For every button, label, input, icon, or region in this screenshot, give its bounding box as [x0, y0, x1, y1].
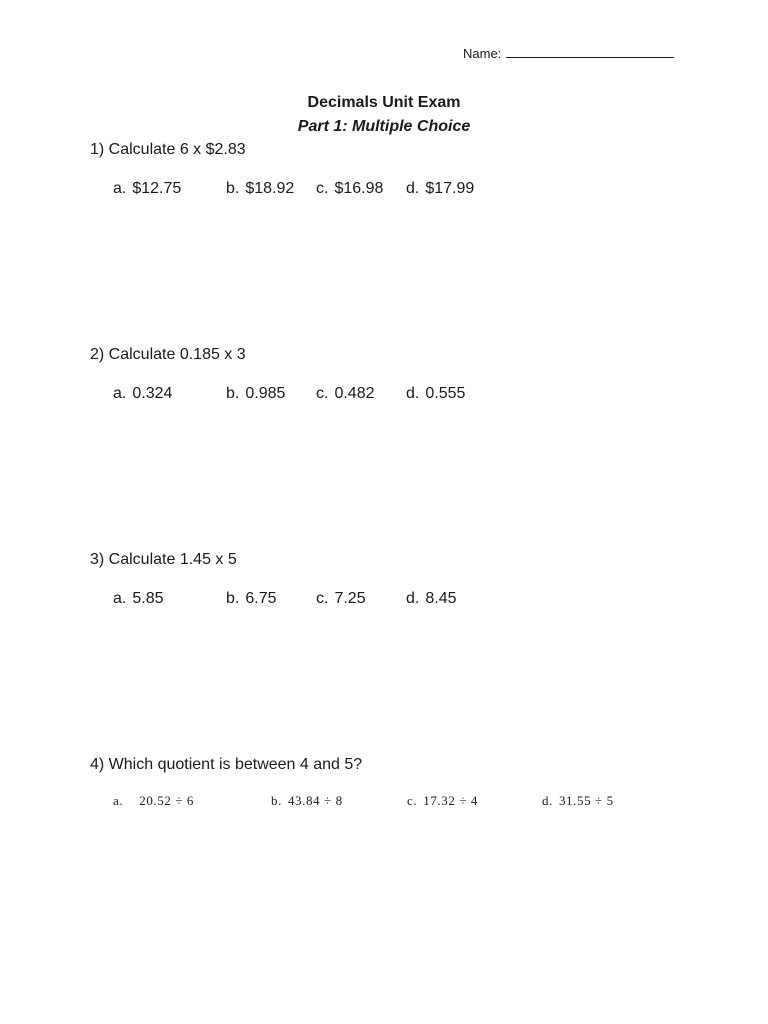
question-1-choices: [0, 180, 768, 202]
question-2-choice-b[interactable]: [226, 385, 285, 403]
choice-letter: a.: [113, 793, 124, 808]
choice-letter: c.: [316, 180, 329, 197]
choice-letter: d.: [406, 385, 420, 402]
choice-letter: b.: [226, 385, 240, 402]
name-field[interactable]: [463, 45, 674, 61]
choice-letter: c.: [316, 590, 329, 607]
choice-value: 0.555: [425, 385, 466, 402]
choice-value: 5.85: [132, 590, 164, 607]
question-1-choice-b[interactable]: [226, 180, 294, 198]
question-1-choice-c[interactable]: [316, 180, 383, 198]
question-4-choice-b[interactable]: [271, 793, 343, 809]
question-2-choice-d[interactable]: [406, 385, 465, 403]
choice-value: $16.98: [334, 180, 384, 197]
choice-value: 17.32 ÷ 4: [423, 793, 479, 808]
question-4-prompt: 4) Which quotient is between 4 and 5?: [90, 756, 363, 773]
choice-value: 6.75: [245, 590, 277, 607]
name-blank-line[interactable]: [506, 45, 674, 58]
question-1-prompt: 1) Calculate 6 x $2.83: [90, 141, 246, 158]
question-4-choice-c[interactable]: [407, 793, 478, 809]
question-4-choice-d[interactable]: [542, 793, 614, 809]
question-3-prompt: 3) Calculate 1.45 x 5: [90, 551, 237, 568]
question-2-choice-a[interactable]: [113, 385, 172, 403]
choice-letter: b.: [226, 180, 240, 197]
choice-letter: b.: [271, 793, 282, 808]
choice-value: 0.482: [334, 385, 375, 402]
choice-value: $18.92: [245, 180, 295, 197]
exam-title: Decimals Unit Exam: [307, 94, 461, 111]
choice-value: 43.84 ÷ 8: [287, 793, 343, 808]
choice-value: 0.324: [132, 385, 173, 402]
choice-value: 7.25: [334, 590, 366, 607]
choice-value: 0.985: [245, 385, 286, 402]
choice-value: 31.55 ÷ 5: [558, 793, 614, 808]
choice-letter: c.: [316, 385, 329, 402]
question-4-choices: [0, 793, 768, 815]
question-2-prompt: 2) Calculate 0.185 x 3: [90, 346, 246, 363]
question-4-choice-a[interactable]: [113, 793, 194, 809]
choice-value: $12.75: [132, 180, 182, 197]
question-1-choice-a[interactable]: [113, 180, 181, 198]
question-3-choices: [0, 590, 768, 612]
question-2-choices: [0, 385, 768, 407]
choice-value: $17.99: [425, 180, 475, 197]
name-label: Name:: [463, 46, 502, 61]
choice-letter: a.: [113, 385, 127, 402]
choice-letter: c.: [407, 793, 418, 808]
choice-letter: a.: [113, 180, 127, 197]
choice-letter: d.: [406, 180, 420, 197]
question-3-choice-b[interactable]: [226, 590, 276, 608]
choice-letter: b.: [226, 590, 240, 607]
question-2-choice-c[interactable]: [316, 385, 375, 403]
choice-letter: d.: [542, 793, 553, 808]
choice-letter: a.: [113, 590, 127, 607]
question-1-choice-d[interactable]: [406, 180, 474, 198]
choice-letter: d.: [406, 590, 420, 607]
choice-value: 20.52 ÷ 6: [139, 793, 195, 808]
question-3-choice-a[interactable]: [113, 590, 163, 608]
choice-value: 8.45: [425, 590, 457, 607]
exam-subtitle: Part 1: Multiple Choice: [297, 118, 471, 135]
question-3-choice-c[interactable]: [316, 590, 366, 608]
question-3-choice-d[interactable]: [406, 590, 456, 608]
